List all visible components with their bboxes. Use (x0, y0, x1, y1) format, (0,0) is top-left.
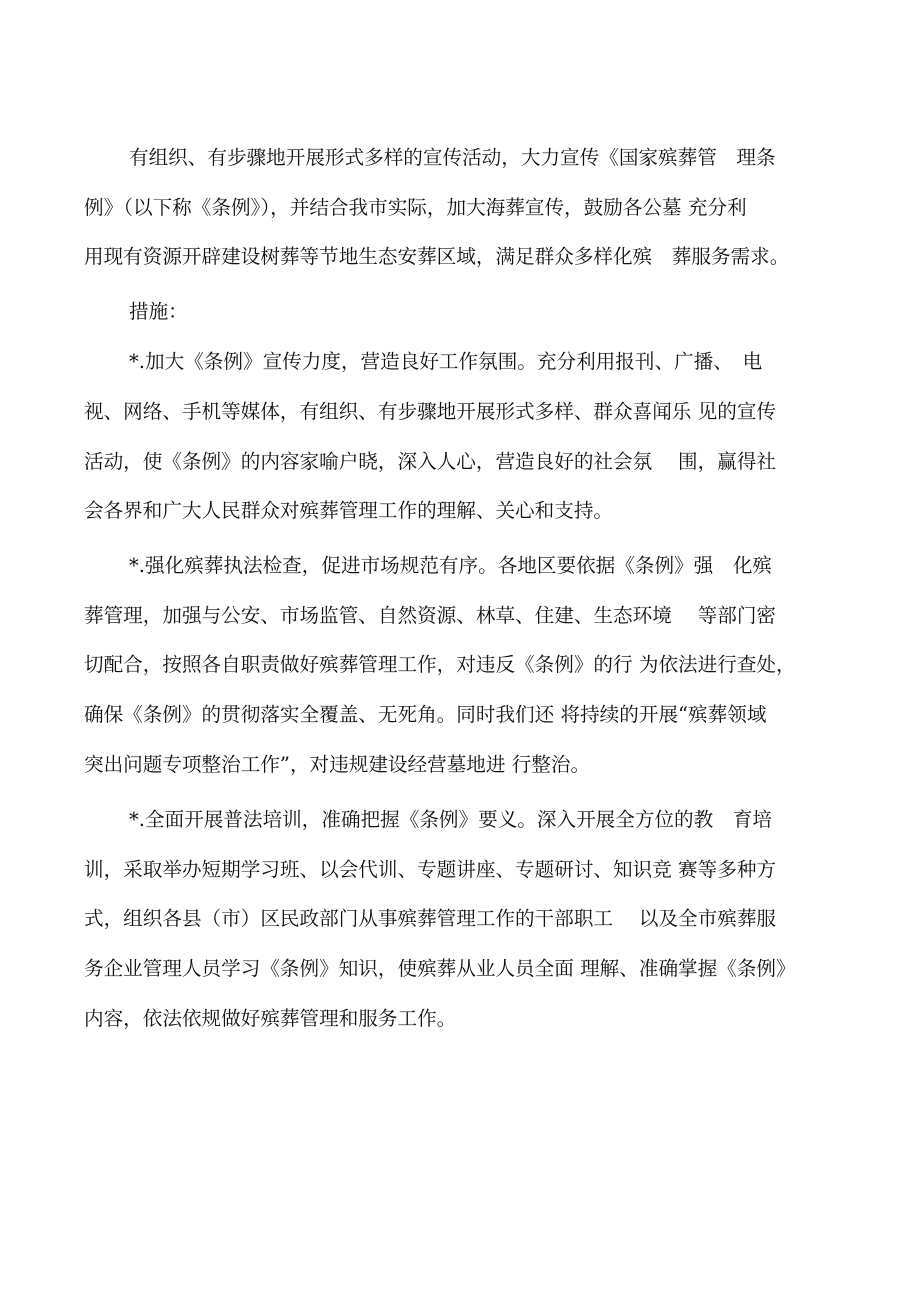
text-line: 活动，使《条例》的内容家喻户晓，深入人心，营造良好的社会氛 围，赢得社 (84, 450, 777, 473)
text-line: 确保《条例》的贯彻落实全覆盖、无死角。同时我们还 将持续的开展“殡葬领域 (84, 703, 767, 726)
text-line: 有组织、有步骤地开展形式多样的宣传活动，大力宣传《国家殡葬管 理条 (129, 146, 776, 169)
text-line: 训，采取举办短期学习班、以会代训、专题讲座、专题研讨、知识竞 赛等多种方 (84, 858, 777, 881)
text-line: *.强化殡葬执法检查，促进市场规范有序。各地区要依据《条例》强 化殡 (129, 554, 773, 577)
text-line: 突出问题专项整治工作”，对违规建设经营墓地进 行整治。 (84, 753, 591, 776)
text-line: 会各界和广大人民群众对殡葬管理工作的理解、关心和支持。 (84, 499, 614, 522)
text-line: 切配合，按照各自职责做好殡葬管理工作，对违反《条例》的行 为依法进行查处， (84, 653, 796, 676)
text-line: 式，组织各县（市）区民政部门从事殡葬管理工作的干部职工 以及全市殡葬服 (84, 907, 777, 930)
text-line: 例》（以下称《条例》），并结合我市实际，加大海葬宣传，鼓励各公墓 充分利 (84, 196, 747, 219)
text-line: 务企业管理人员学习《条例》知识，使殡葬从业人员全面 理解、准确掌握《条例》 (84, 957, 796, 980)
text-line: *.全面开展普法培训，准确把握《条例》要义。深入开展全方位的教 育培 (129, 808, 773, 831)
text-line: 内容，依法依规做好殡葬管理和服务工作。 (84, 1007, 457, 1030)
text-line: *.加大《条例》宣传力度，营造良好工作氛围。充分利用报刊、广播、 电 (129, 350, 763, 373)
text-line: 用现有资源开辟建设树葬等节地生态安葬区域，满足群众多样化殡 葬服务需求。 (84, 245, 790, 268)
text-line: 葬管理，加强与公安、市场监管、自然资源、林草、住建、生态环境 等部门密 (84, 604, 777, 627)
section-heading: 措施： (129, 300, 188, 323)
text-line: 视、网络、手机等媒体，有组织、有步骤地开展形式多样、群众喜闻乐 见的宣传 (84, 400, 777, 423)
